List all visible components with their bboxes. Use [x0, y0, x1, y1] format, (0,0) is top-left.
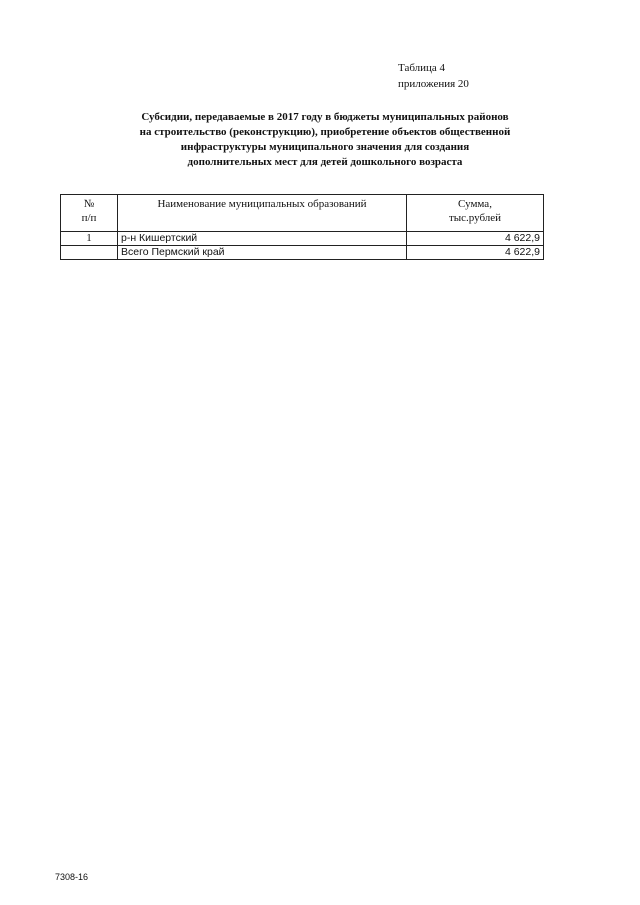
table-reference [398, 60, 469, 92]
subsidy-table [60, 194, 544, 260]
document-code: 7308-16 [55, 872, 89, 882]
title-line: дополнительных мест для детей дошкольного возраста [187, 156, 463, 168]
document-title [60, 110, 590, 170]
table-row [61, 232, 544, 246]
title-line: на строительство (реконструкцию), приобретение объектов общественной [139, 126, 511, 138]
title-line: инфраструктуры муниципального значения для создания [180, 141, 470, 153]
table-total-row [61, 246, 544, 260]
header-name: Наименование муниципальных образований [118, 195, 407, 232]
row-sum: 4 622,9 [407, 232, 544, 246]
row-num: 1 [61, 232, 118, 246]
header-sum: Сумма, тыс.рублей [407, 195, 544, 232]
row-num [61, 246, 118, 260]
table-header-row [61, 195, 544, 232]
appendix-number: приложения 20 [398, 78, 469, 90]
row-name: Всего Пермский край [118, 246, 407, 260]
title-line: Субсидии, передаваемые в 2017 году в бюджеты муниципальных районов [141, 111, 509, 123]
table-number: Таблица 4 [398, 62, 446, 74]
row-sum: 4 622,9 [407, 246, 544, 260]
header-num: № п/п [61, 195, 118, 232]
row-name: р-н Кишертский [118, 232, 407, 246]
